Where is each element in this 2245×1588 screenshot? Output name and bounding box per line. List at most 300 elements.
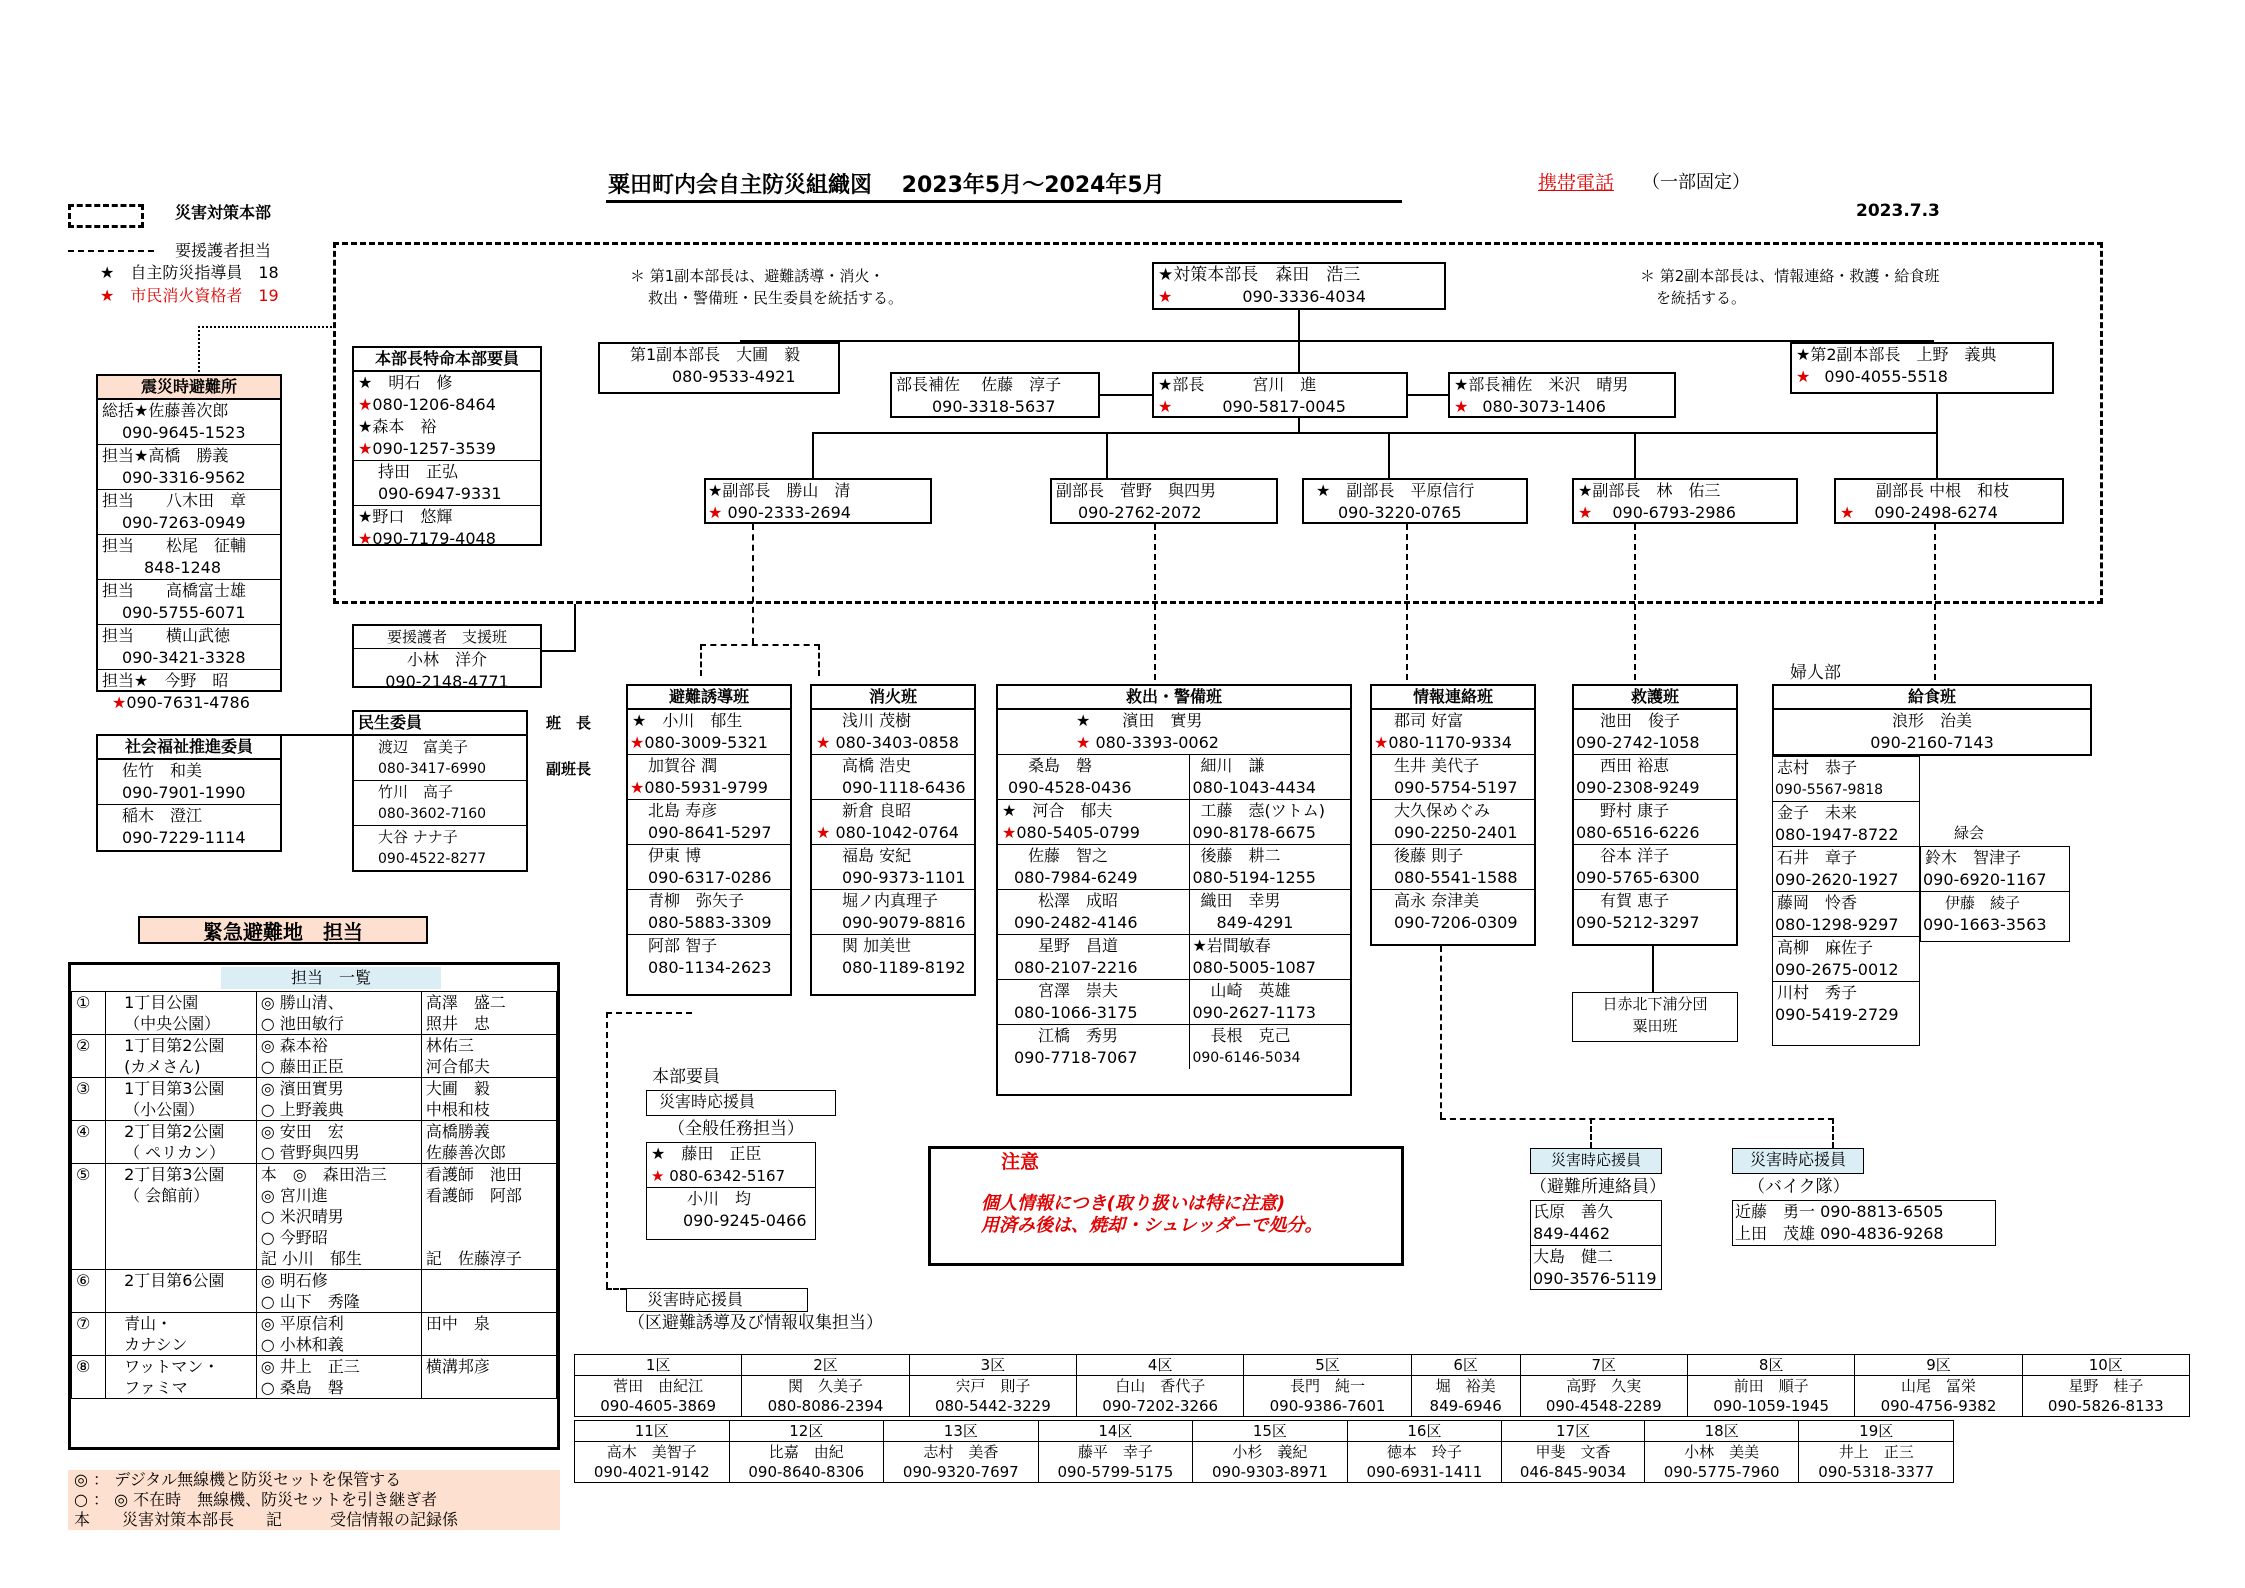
district-tel: 090-1059-1945 [1687,1396,1854,1417]
list-item: 090-4528-0436 [998,777,1189,800]
chief-name: ★部長 宮川 進 [1158,375,1317,394]
assist1-tel: 090-3318-5637 [932,397,1056,416]
list-item: ★080-3009-5321 [628,732,790,755]
table-row [72,1356,557,1378]
list-item: 金子 未来 [1777,803,1858,822]
connector [606,1012,608,1288]
list-item: ★ 080-6342-5167 [647,1165,815,1188]
list-item: 090-1118-6436 [812,777,974,800]
district-label: 15区 [1193,1421,1348,1442]
liaison-title-box [1530,1148,1662,1174]
liaison-title: 災害時応援員 [1550,1151,1641,1169]
table-cell [421,1377,556,1399]
list-item: 担当 横山武徳 [102,626,231,645]
table-cell: ○ 山下 秀隆 [256,1291,421,1313]
list-item: 山崎 英雄 [1210,981,1291,1000]
district-name: 山尾 冨栄 [1855,1376,2022,1397]
table-cell [72,1377,106,1399]
district-sub: （区避難誘導及び情報収集担当） [628,1313,883,1333]
list-item: 粟田班 [1632,1017,1678,1035]
list-item: 080-1043-4434 [1190,777,1350,800]
list-item: 堀ノ内真理子 [842,891,939,910]
list-item: 090-5567-9818 [1773,779,1919,802]
connector [1298,418,1300,432]
list-item: ★080-5405-0799 [998,822,1189,845]
table-cell: ○ 桑島 磐 [256,1377,421,1399]
list-item: 大谷 ナナ子 [378,828,458,846]
table-cell [421,1206,556,1227]
list-item: 090-9645-1523 [98,422,280,445]
list-item: 090-8178-6675 [1190,822,1350,845]
subchief-2 [1050,478,1278,524]
connector [700,644,820,646]
table-cell: ⑦ [72,1313,106,1335]
table-cell: カナシン [106,1334,257,1356]
table-row [575,1355,2190,1376]
doc-date: 2023.7.3 [1856,201,1940,221]
list-item: 090-5754-5197 [1372,777,1534,800]
list-item: 青柳 弥矢子 [648,891,745,910]
honbu-sub: （全般任務担当） [668,1119,804,1139]
district-name: 宍戸 則子 [909,1376,1076,1397]
table-cell: 青山・ [106,1313,257,1335]
table-cell: ○ 菅野與四男 [256,1142,421,1164]
district-name: 前田 順子 [1687,1376,1854,1397]
food-members-right [1920,846,2070,942]
list-item: 担当 松尾 征輔 [102,536,247,555]
assist2-name: ★部長補佐 米沢 晴男 [1454,375,1629,394]
list-item: ★ 080-3403-0858 [812,732,974,755]
head-box [1152,262,1446,310]
district-label: 17区 [1502,1421,1645,1442]
team-title: 消火班 [812,686,974,710]
table-cell: 2丁目第6公園 [106,1270,257,1292]
connector [606,1012,692,1014]
table-row [72,1313,557,1335]
list-item: ★ 濱田 實男 [1076,711,1203,730]
table-cell: (カメさん) [106,1056,257,1078]
team-title: 救出・警備班 [998,686,1350,710]
liaison-sub: （避難所連絡員） [1530,1177,1666,1197]
list-item: 090-7263-0949 [98,512,280,535]
district-label: 12区 [729,1421,884,1442]
list-item: ★090-1257-3539 [354,438,540,461]
table-cell: 中根和枝 [421,1099,556,1121]
legend-fire: ★ 市民消火資格者 19 [100,286,279,305]
table-cell: 高澤 盛二 [421,992,556,1014]
subchief-tel: ★ 090-2498-6274 [1840,503,1998,522]
caution-title: 注意 [1001,1151,1040,1173]
connector [812,432,814,478]
emergency-title: 緊急避難地 担当 [138,916,428,944]
list-item: 浅川 茂樹 [842,711,912,730]
list-item: 849-4291 [1190,912,1350,935]
district-name: 小林 美美 [1644,1442,1799,1463]
table-cell: ◎ 勝山清、 [256,992,421,1014]
table-cell: （中央公園） [106,1013,257,1035]
welfare-title: 社会福祉推進委員 [98,736,280,760]
district-name: 白山 香代子 [1077,1376,1244,1397]
vice2-name: ★第2副本部長 上野 義典 [1796,345,1997,364]
district-tel: 090-7202-3266 [1077,1396,1244,1417]
honbu-label: 本部要員 [652,1067,720,1087]
table-cell [106,1248,257,1270]
subchief-5 [1834,478,2064,524]
role-leader: 班 長 [546,714,592,732]
district-name: 高木 美智子 [575,1442,730,1463]
list-item: 080-5194-1255 [1190,867,1350,890]
list-item: 高柳 麻佐子 [1777,938,1874,957]
list-item: 090-3421-3328 [98,647,280,670]
connector [1652,946,1654,992]
list-item: 080-1298-9297 [1773,914,1919,937]
assist1-box [890,372,1100,418]
subchief-name: ★副部長 林 佑三 [1578,481,1721,500]
vice2-tel: ★ 090-4055-5518 [1796,367,1948,386]
connector [1406,524,1408,680]
connector [606,1288,626,1290]
table-cell: ⑥ [72,1270,106,1292]
list-item: 090-2675-0012 [1773,959,1919,982]
connector [1106,432,1108,478]
list-item: 新倉 良昭 [842,801,912,820]
star-icon: ★ [100,286,115,305]
district-label: 7区 [1520,1355,1687,1376]
table-cell [72,1334,106,1356]
table-row [72,1035,557,1057]
team-title: 避難誘導班 [628,686,790,710]
connector [812,432,1938,434]
list-item: 090-5755-6071 [98,602,280,625]
list-item: 工藤 悫(ツトム) [1200,801,1325,820]
table-row [575,1462,1954,1483]
table-cell [72,1227,106,1248]
table-cell: ◎ 明石修 [256,1270,421,1292]
list-item: 生井 美代子 [1394,756,1480,775]
caution-line: 個人情報につき(取り扱いは特に注意) [981,1193,1286,1214]
district-tel: 090-9320-7697 [884,1462,1039,1483]
list-item: 谷本 洋子 [1600,846,1670,865]
bike-title-box [1732,1148,1864,1174]
team-info [1370,684,1536,946]
welfare-committee-title: 民生委員 [354,712,526,736]
table-row [72,1248,557,1270]
district-label: 1区 [575,1355,742,1376]
shelter-title: 震災時避難所 [98,376,280,400]
table-cell: 記 佐藤淳子 [421,1248,556,1270]
honbu-title-box [646,1090,836,1116]
connector [752,524,754,644]
list-item: 080-1066-3175 [998,1002,1189,1025]
table-row [72,1013,557,1035]
table-cell: ○ 小林和義 [256,1334,421,1356]
list-item: 080-2107-2216 [998,957,1189,980]
vice2-box [1790,342,2054,394]
connector [1634,432,1636,478]
list-item: 080-5541-1588 [1372,867,1534,890]
district-name: 比嘉 由紀 [729,1442,884,1463]
table-row [72,1227,557,1248]
note-right-2: を統括する。 [1656,289,1747,307]
subchief-tel: ★ 090-6793-2986 [1578,503,1736,522]
district-label: 11区 [575,1421,730,1442]
team-evac [626,684,792,996]
list-item: 090-9373-1101 [812,867,974,890]
connector [1832,1118,1834,1148]
table-row [72,1185,557,1206]
subchief-tel: 090-3220-0765 [1338,503,1462,522]
list-item: 090-2742-1058 [1574,732,1736,755]
table-cell: 大圃 毅 [421,1078,556,1100]
connector [1440,1118,1834,1120]
connector [1154,524,1156,680]
list-item: 渡辺 富美子 [378,738,469,756]
table-cell: ◎ 濱田實男 [256,1078,421,1100]
district-tel: 080-8086-2394 [742,1396,909,1417]
list-item: 関 加美世 [842,936,912,955]
table-cell: 河合郁夫 [421,1056,556,1078]
list-item: 848-1248 [98,557,280,580]
table-row [575,1396,2190,1417]
table-cell: ワットマン・ [106,1356,257,1378]
connector [198,326,200,376]
list-item: 伊藤 綾子 [1945,894,2021,912]
list-item: 後藤 耕二 [1200,846,1281,865]
caution-box [928,1146,1404,1266]
legend-line: 本 災害対策本部長 記 受信情報の記録係 [74,1510,459,1529]
connector [1634,524,1636,680]
welfare-committee-box [352,710,528,872]
list-item: 稲木 澄江 [122,806,203,825]
food-members-left [1772,756,1920,1046]
table-cell: ◎ 宮川進 [256,1185,421,1206]
district-tel: 080-5442-3229 [909,1396,1076,1417]
district-table-2 [574,1420,1954,1483]
district-tel: 090-5799-5175 [1038,1462,1193,1483]
table-cell: ③ [72,1078,106,1100]
table-row [72,992,557,1014]
list-item: 090-8641-5297 [628,822,790,845]
list-item: 080-3417-6990 [354,758,526,781]
list-item: 担当 高橋富士雄 [102,581,247,600]
note-right-1: ＊ 第2副本部長は、情報連絡・救護・給食班 [1640,267,1940,285]
list-item: 090-4522-8277 [378,851,487,867]
chief-box [1152,372,1408,418]
table-cell [106,1227,257,1248]
district-name: 堀 裕美 [1411,1376,1520,1397]
list-item: 織田 幸男 [1200,891,1281,910]
connector [1934,524,1936,680]
district-name: 関 久美子 [742,1376,909,1397]
table-cell: ファミマ [106,1377,257,1399]
connector [1388,432,1390,478]
list-item: 小川 均 [687,1189,752,1208]
table-cell [421,1270,556,1292]
list-item: 江橋 秀男 [1038,1026,1119,1045]
district-title: 災害時応援員 [647,1290,744,1309]
vice1-tel: 080-9533-4921 [672,367,796,386]
list-item: 上田 茂雄 090-4836-9268 [1735,1224,1944,1243]
connector [1440,946,1442,1118]
list-item: 近藤 勇一 090-8813-6505 [1735,1202,1944,1221]
rescue-left [998,755,1190,1069]
district-tel: 090-4548-2289 [1520,1396,1687,1417]
district-tel: 090-5826-8133 [2022,1396,2189,1417]
emergency-table [68,962,560,1450]
list-item: 090-3316-9562 [98,467,280,490]
subchief-3 [1302,478,1528,524]
list-item: 090-7229-1114 [122,828,246,847]
list-item: 福島 安紀 [842,846,912,865]
subchief-name: ★副部長 勝山 清 [708,481,851,500]
table-cell [72,1099,106,1121]
assist2-box [1448,372,1676,418]
table-cell: ○ 今野昭 [256,1227,421,1248]
list-item: 佐藤 智之 [1028,846,1109,865]
page-title: 粟田町内会自主防災組織図 2023年5月～2024年5月 [608,173,1165,198]
table-row [72,1142,557,1164]
list-item: 080-1189-8192 [842,958,966,977]
list-item: 後藤 則子 [1394,846,1464,865]
table-cell: 横溝邦彦 [421,1356,556,1378]
district-label: 2区 [742,1355,909,1376]
district-label: 3区 [909,1355,1076,1376]
list-item: ★090-7631-4786 [112,693,250,712]
table-row [72,1099,557,1121]
list-item: ★ 小川 郁生 [632,711,743,730]
legend-support: 要援護者担当 [175,241,272,260]
table-row [575,1421,1954,1442]
subchief-tel: ★ 090-2333-2694 [708,503,851,522]
list-item: 090-1663-3563 [1923,915,2047,934]
table-cell [72,1056,106,1078]
district-label: 19区 [1799,1421,1954,1442]
honbu-members [646,1142,816,1240]
list-item: 石井 章子 [1777,848,1858,867]
list-item: 090-2482-4146 [998,912,1189,935]
list-item: 担当★ 今野 昭 [102,671,229,690]
bike-title: 災害時応援員 [1749,1150,1846,1169]
list-item: ★080-5931-9799 [628,777,790,800]
subchief-name: 副部長 中根 和枝 [1876,481,2010,500]
table-cell: ① [72,992,106,1014]
list-item: 高永 奈津美 [1394,891,1480,910]
list-item: 080-5883-3309 [628,912,790,935]
welfare-box [96,734,282,852]
list-item: 星野 昌道 [1038,936,1119,955]
district-name: 菅田 由紀江 [575,1376,742,1397]
special-title: 本部長特命本部要員 [354,348,540,372]
table-cell: ○ 米沢晴男 [256,1206,421,1227]
table-cell: 看護師 池田 [421,1164,556,1186]
district-table-1 [574,1354,2190,1417]
list-item: 090-7901-1990 [98,782,280,805]
table-cell [72,1142,106,1164]
table-cell: ⑧ [72,1356,106,1378]
subchief-name: ★ 副部長 平原信行 [1316,481,1475,500]
emergency-subtitle: 担当 一覧 [221,967,441,989]
list-item: 080-5005-1087 [1190,957,1350,980]
district-tel: 090-6931-1411 [1347,1462,1502,1483]
list-item: ★080-1206-8464 [358,395,496,414]
list-item: 日赤北下浦分団 [1602,995,1708,1013]
list-item: 伊東 博 [648,846,702,865]
list-item: 藤岡 怜香 [1777,893,1858,912]
table-cell: 1丁目第2公園 [106,1035,257,1057]
legend-line: ○ ： ◎ 不在時 無線機、防災セットを引き継ぎ者 [74,1490,438,1509]
table-cell [72,1248,106,1270]
list-item: 090-6947-9331 [354,483,540,506]
list-item: 川村 秀子 [1777,983,1858,1002]
table-cell: （小公園） [106,1099,257,1121]
special-box [352,346,542,546]
list-item: 担当★高橋 勝義 [102,446,229,465]
table-cell: ② [72,1035,106,1057]
team-title: 給食班 [1774,686,2090,710]
list-item: 090-7718-7067 [1014,1048,1138,1067]
table-cell [72,1185,106,1206]
legend-line: ◎ ： デジタル無線機と防災セットを保管する [74,1470,402,1489]
list-item: 090-9079-8816 [812,912,974,935]
table-row [72,1206,557,1227]
list-item: 090-6317-0286 [628,867,790,890]
list-item: 090-2620-1927 [1773,869,1919,892]
table-cell: ◎ 井上 正三 [256,1356,421,1378]
list-item: 松澤 成昭 [1038,891,1119,910]
head-tel: ★ 090-3336-4034 [1158,287,1366,306]
table-cell: ○ 池田敏行 [256,1013,421,1035]
district-name: 小杉 義紀 [1193,1442,1348,1463]
table-cell: ○ 上野義典 [256,1099,421,1121]
vice1-name: 第1副本部長 大圃 毅 [630,345,801,364]
district-title-box [626,1288,808,1312]
list-item: 090-3576-5119 [1533,1269,1657,1288]
team-aid [1572,684,1738,946]
list-item: 080-1947-8722 [1773,824,1919,847]
team-fire [810,684,976,996]
district-tel: 849-6946 [1411,1396,1520,1417]
table-row [72,1078,557,1100]
subchief-4 [1572,478,1798,524]
district-name: 長門 純一 [1244,1376,1411,1397]
table-cell: 照井 忠 [421,1013,556,1035]
note-left-2: 救出・警備班・民生委員を統括する。 [648,289,904,307]
list-item: 郡司 好富 [1394,711,1464,730]
head-name: ★対策本部長 森田 浩三 [1158,265,1361,285]
support-line-legend [68,250,154,252]
list-item: 大久保めぐみ [1394,801,1491,820]
list-item: 090-6920-1167 [1921,869,2069,892]
district-tel: 090-8640-8306 [729,1462,884,1483]
green-label: 緑会 [1954,824,1985,842]
connector [198,326,336,328]
table-cell: ○ 藤田正臣 [256,1056,421,1078]
shelter-box [96,374,282,712]
table-cell: （ 会館前） [106,1185,257,1206]
district-name: 徳本 玲子 [1347,1442,1502,1463]
vice1-box [598,342,840,394]
list-item: 大島 健二 [1533,1247,1614,1266]
role-sub: 副班長 [546,760,592,778]
caution-line: 用済み後は、焼却・シュレッダーで処分。 [981,1215,1323,1236]
table-row [575,1376,2190,1397]
list-item: 長根 克己 [1210,1026,1291,1045]
table-cell: 本 ◎ 森田浩三 [256,1164,421,1186]
emergency-rows [71,991,557,1399]
list-item: 桑島 磐 [1028,756,1093,775]
table-cell: ◎ 安田 宏 [256,1121,421,1143]
hq-dashed-legend [68,204,144,228]
